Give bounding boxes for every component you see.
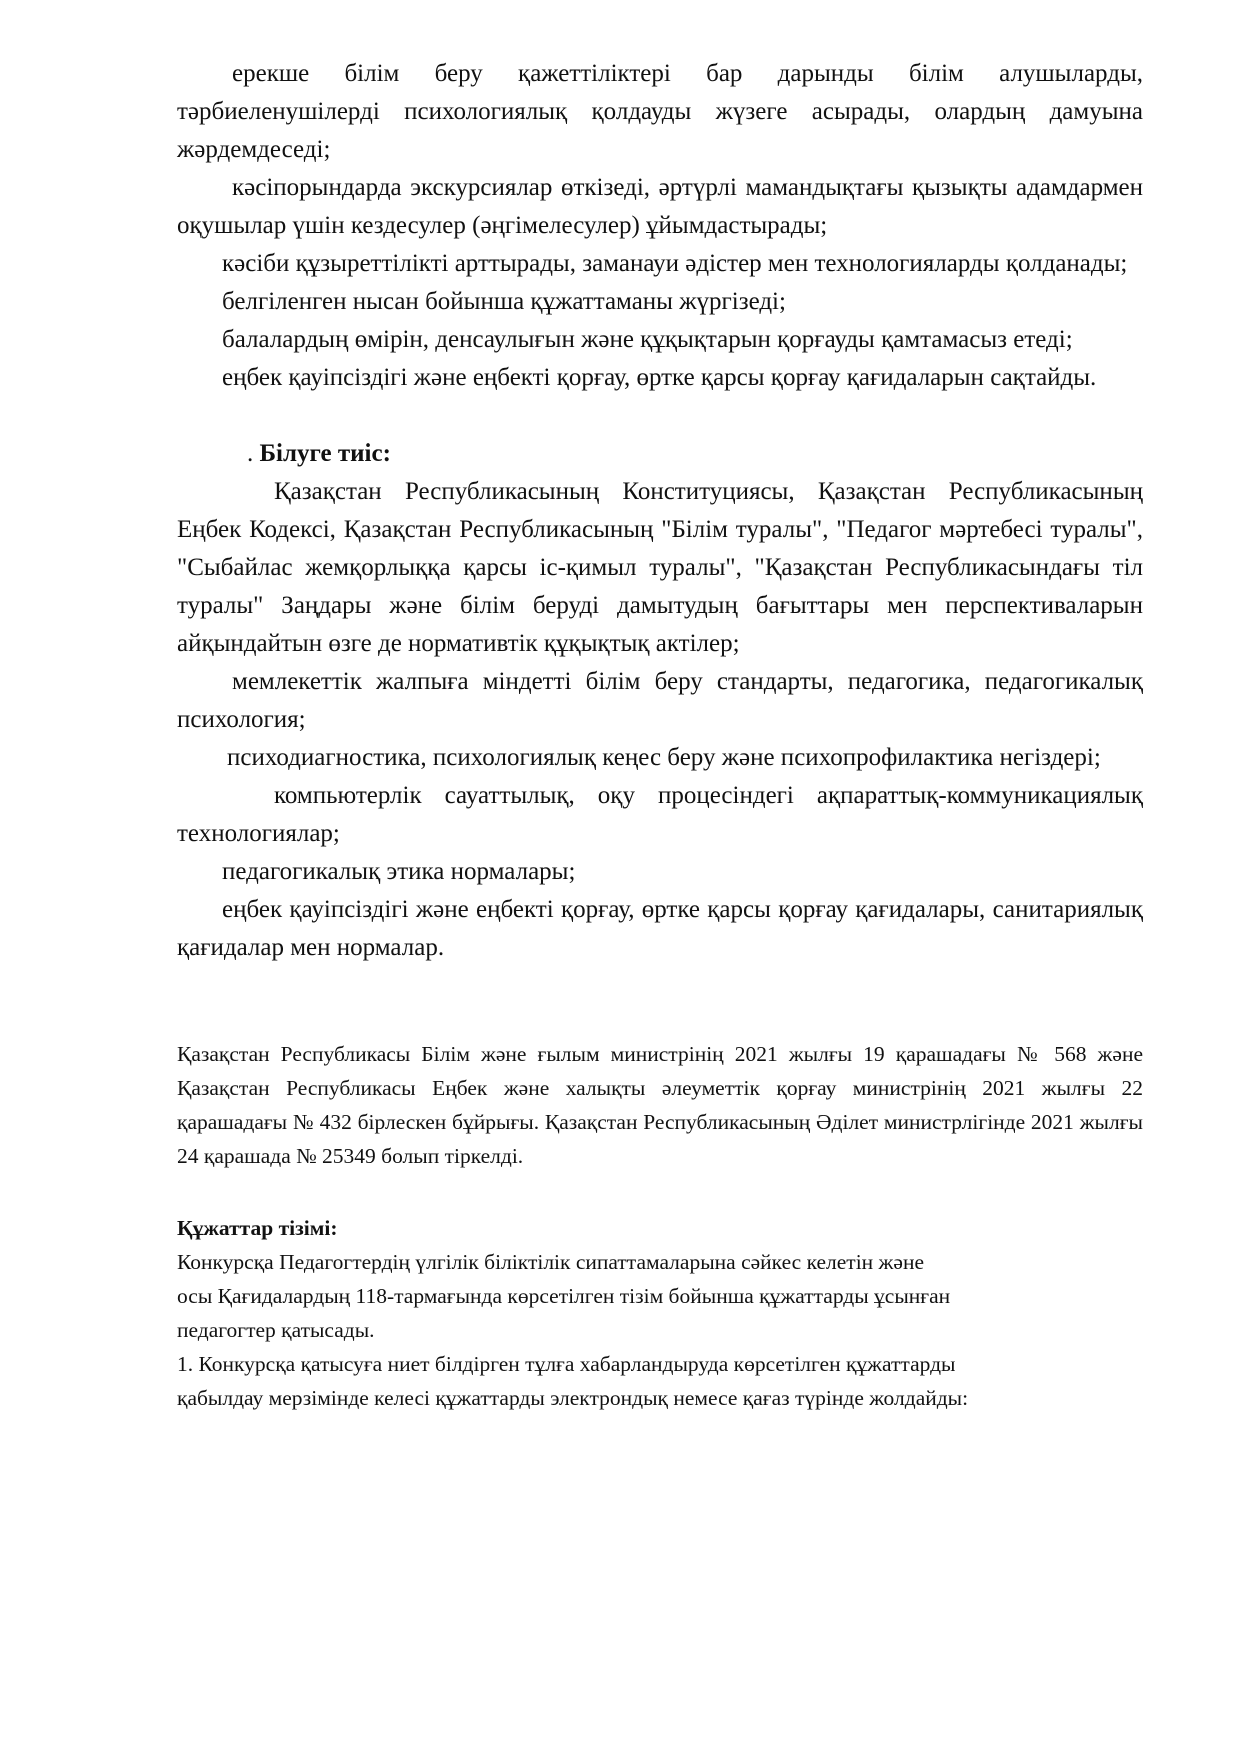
duty-child-protection: балалардың өмірін, денсаулығын және құқықтарын қорғауды қамтамасыз етеді;	[222, 326, 1073, 353]
knowledge-standards: мемлекеттік жалпыға міндетті білім беру стандарты, педагогика, педагогикалық психология;	[177, 668, 1143, 733]
documents-line-4: 1. Конкурсқа қатысуға ниет білдірген тұлға хабарландыруда көрсетілген құжаттарды	[177, 1352, 956, 1376]
duty-safety-rules: еңбек қауіпсіздігі және еңбекті қорғау, өртке қарсы қорғау қағидаларын сақтайды.	[222, 364, 1097, 391]
legal-reference-section	[177, 1037, 1143, 1173]
duty-gifted-support: ерекше білім беру қажеттіліктері бар дарынды білім алушыларды, тәрбиеленушілерді психологиялық қолдауды жүзеге асырады, олардың дамуына жәрдемдеседі;	[177, 60, 1143, 163]
knowledge-section	[177, 435, 1143, 967]
duty-excursions: кәсіпорындарда экскурсиялар өткізеді, әртүрлі мамандықтағы қызықты адамдармен оқушылар үшін кездесулер (әңгімелесулер) ұйымдастырады;	[177, 174, 1143, 239]
legal-reference-text: Қазақстан Республикасы Білім және ғылым министрінің 2021 жылғы 19 қарашадағы № 568 және Қазақстан Республикасы Еңбек және халықты әлеуметтік қорғау министрінің 2021 жылғы 22 қарашадағы № 432 бірлескен бұйрығы. Қазақстан Республикасының Әділет министрлігінде 2021 жылғы 24 қарашада № 25349 болып тіркелді.	[177, 1042, 1143, 1168]
knowledge-ethics: педагогикалық этика нормалары;	[222, 858, 576, 885]
duty-documentation: белгіленген нысан бойынша құжаттаманы жүргізеді;	[222, 288, 786, 315]
documents-line-3: педагогтер қатысады.	[177, 1318, 375, 1342]
spacer	[177, 397, 1143, 435]
documents-heading: Құжаттар тізімі:	[177, 1216, 338, 1240]
knowledge-computer-literacy: компьютерлік сауаттылық, оқу процесіндегі ақпараттық-коммуникациялық технологиялар;	[177, 782, 1143, 847]
knowledge-heading-text: Білуге тиіс:	[259, 440, 391, 467]
documents-line-1: Конкурсқа Педагогтердің үлгілік біліктілік сипаттамаларына сәйкес келетін және	[177, 1250, 924, 1274]
knowledge-safety-sanitary: еңбек қауіпсіздігі және еңбекті қорғау, өртке қарсы қорғау қағидалары, санитариялық қағидалар мен нормалар.	[177, 896, 1143, 961]
heading-prefix: .	[247, 440, 254, 467]
knowledge-psychodiagnostics: психодиагностика, психологиялық кеңес беру және психопрофилактика негіздері;	[227, 744, 1101, 771]
document-page	[177, 55, 1143, 1415]
documents-line-5: қабылдау мерзімінде келесі құжаттарды электрондық немесе қағаз түрінде жолдайды:	[177, 1386, 969, 1410]
duties-section	[177, 55, 1143, 397]
duty-professional-development: кәсіби құзыреттілікті арттырады, заманауи әдістер мен технологияларды қолданады;	[222, 250, 1128, 277]
knowledge-heading	[177, 435, 1143, 473]
documents-line-2: осы Қағидалардың 118-тармағында көрсетілген тізім бойынша құжаттарды ұсынған	[177, 1284, 951, 1308]
documents-section	[177, 1211, 1143, 1415]
knowledge-laws: Қазақстан Республикасының Конституциясы, Қазақстан Республикасының Еңбек Кодексі, Қазақстан Республикасының "Білім туралы", "Педагог мәртебесі туралы", "Сыбайлас жемқорлыққа қарсы іс-қимыл туралы", "Қазақстан Республикасындағы тіл туралы" Заңдары және білім беруді дамытудың бағыттары мен перспективаларын айқындайтын өзге де нормативтік құқықтық актілер;	[177, 478, 1143, 657]
